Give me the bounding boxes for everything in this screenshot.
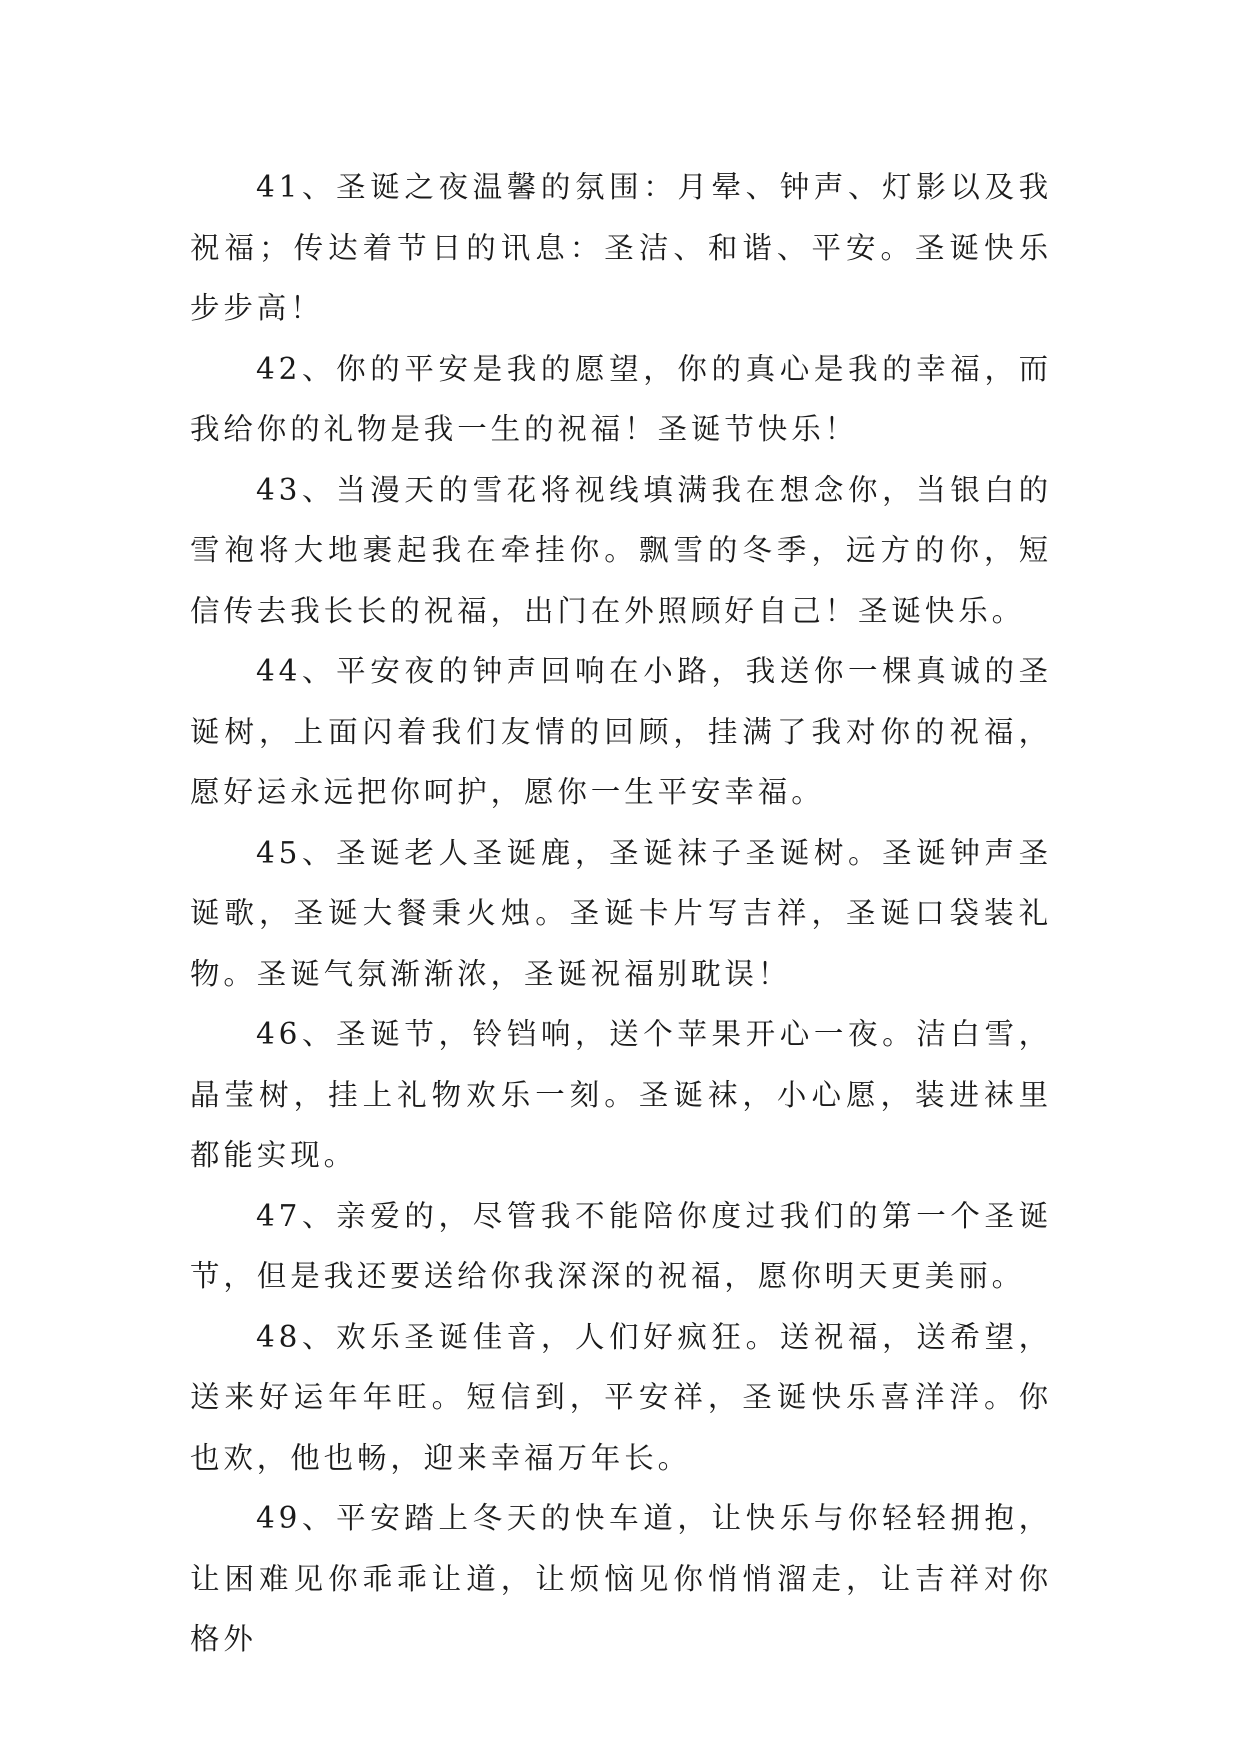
paragraph-49: 49、平安踏上冬天的快车道，让快乐与你轻轻拥抱，让困难见你乖乖让道，让烦恼见你悄悄溜走，让吉祥对你格外: [190, 1501, 1052, 1656]
paragraph-41: 41、圣诞之夜温馨的氛围：月晕、钟声、灯影以及我祝福；传达着节日的讯息：圣洁、和谐、平安。圣诞快乐步步高！: [190, 170, 1052, 325]
paragraph-45: 45、圣诞老人圣诞鹿，圣诞袜子圣诞树。圣诞钟声圣诞歌，圣诞大餐秉火烛。圣诞卡片写吉祥，圣诞口袋装礼物。圣诞气氛渐渐浓，圣诞祝福别耽误！: [190, 835, 1052, 991]
paragraph-44: 44、平安夜的钟声回响在小路，我送你一棵真诚的圣诞树，上面闪着我们友情的回顾，挂满了我对你的祝福，愿好运永远把你呵护，愿你一生平安幸福。: [190, 654, 1052, 809]
paragraph-48: 48、欢乐圣诞佳音，人们好疯狂。送祝福，送希望，送来好运年年旺。短信到，平安祥，圣诞快乐喜洋洋。你也欢，他也畅，迎来幸福万年长。: [190, 1319, 1052, 1475]
paragraph-42: 42、你的平安是我的愿望，你的真心是我的幸福，而我给你的礼物是我一生的祝福！圣诞节快乐！: [190, 351, 1052, 446]
paragraph-46: 46、圣诞节，铃铛响，送个苹果开心一夜。洁白雪，晶莹树，挂上礼物欢乐一刻。圣诞袜，小心愿，装进袜里都能实现。: [190, 1017, 1052, 1172]
paragraph-47: 47、亲爱的，尽管我不能陪你度过我们的第一个圣诞节，但是我还要送给你我深深的祝福，愿你明天更美丽。: [190, 1198, 1052, 1293]
paragraph-43: 43、当漫天的雪花将视线填满我在想念你，当银白的雪袍将大地裹起我在牵挂你。飘雪的冬季，远方的你，短信传去我长长的祝福，出门在外照顾好自己！圣诞快乐。: [190, 472, 1052, 628]
document-body: [190, 157, 1052, 1670]
